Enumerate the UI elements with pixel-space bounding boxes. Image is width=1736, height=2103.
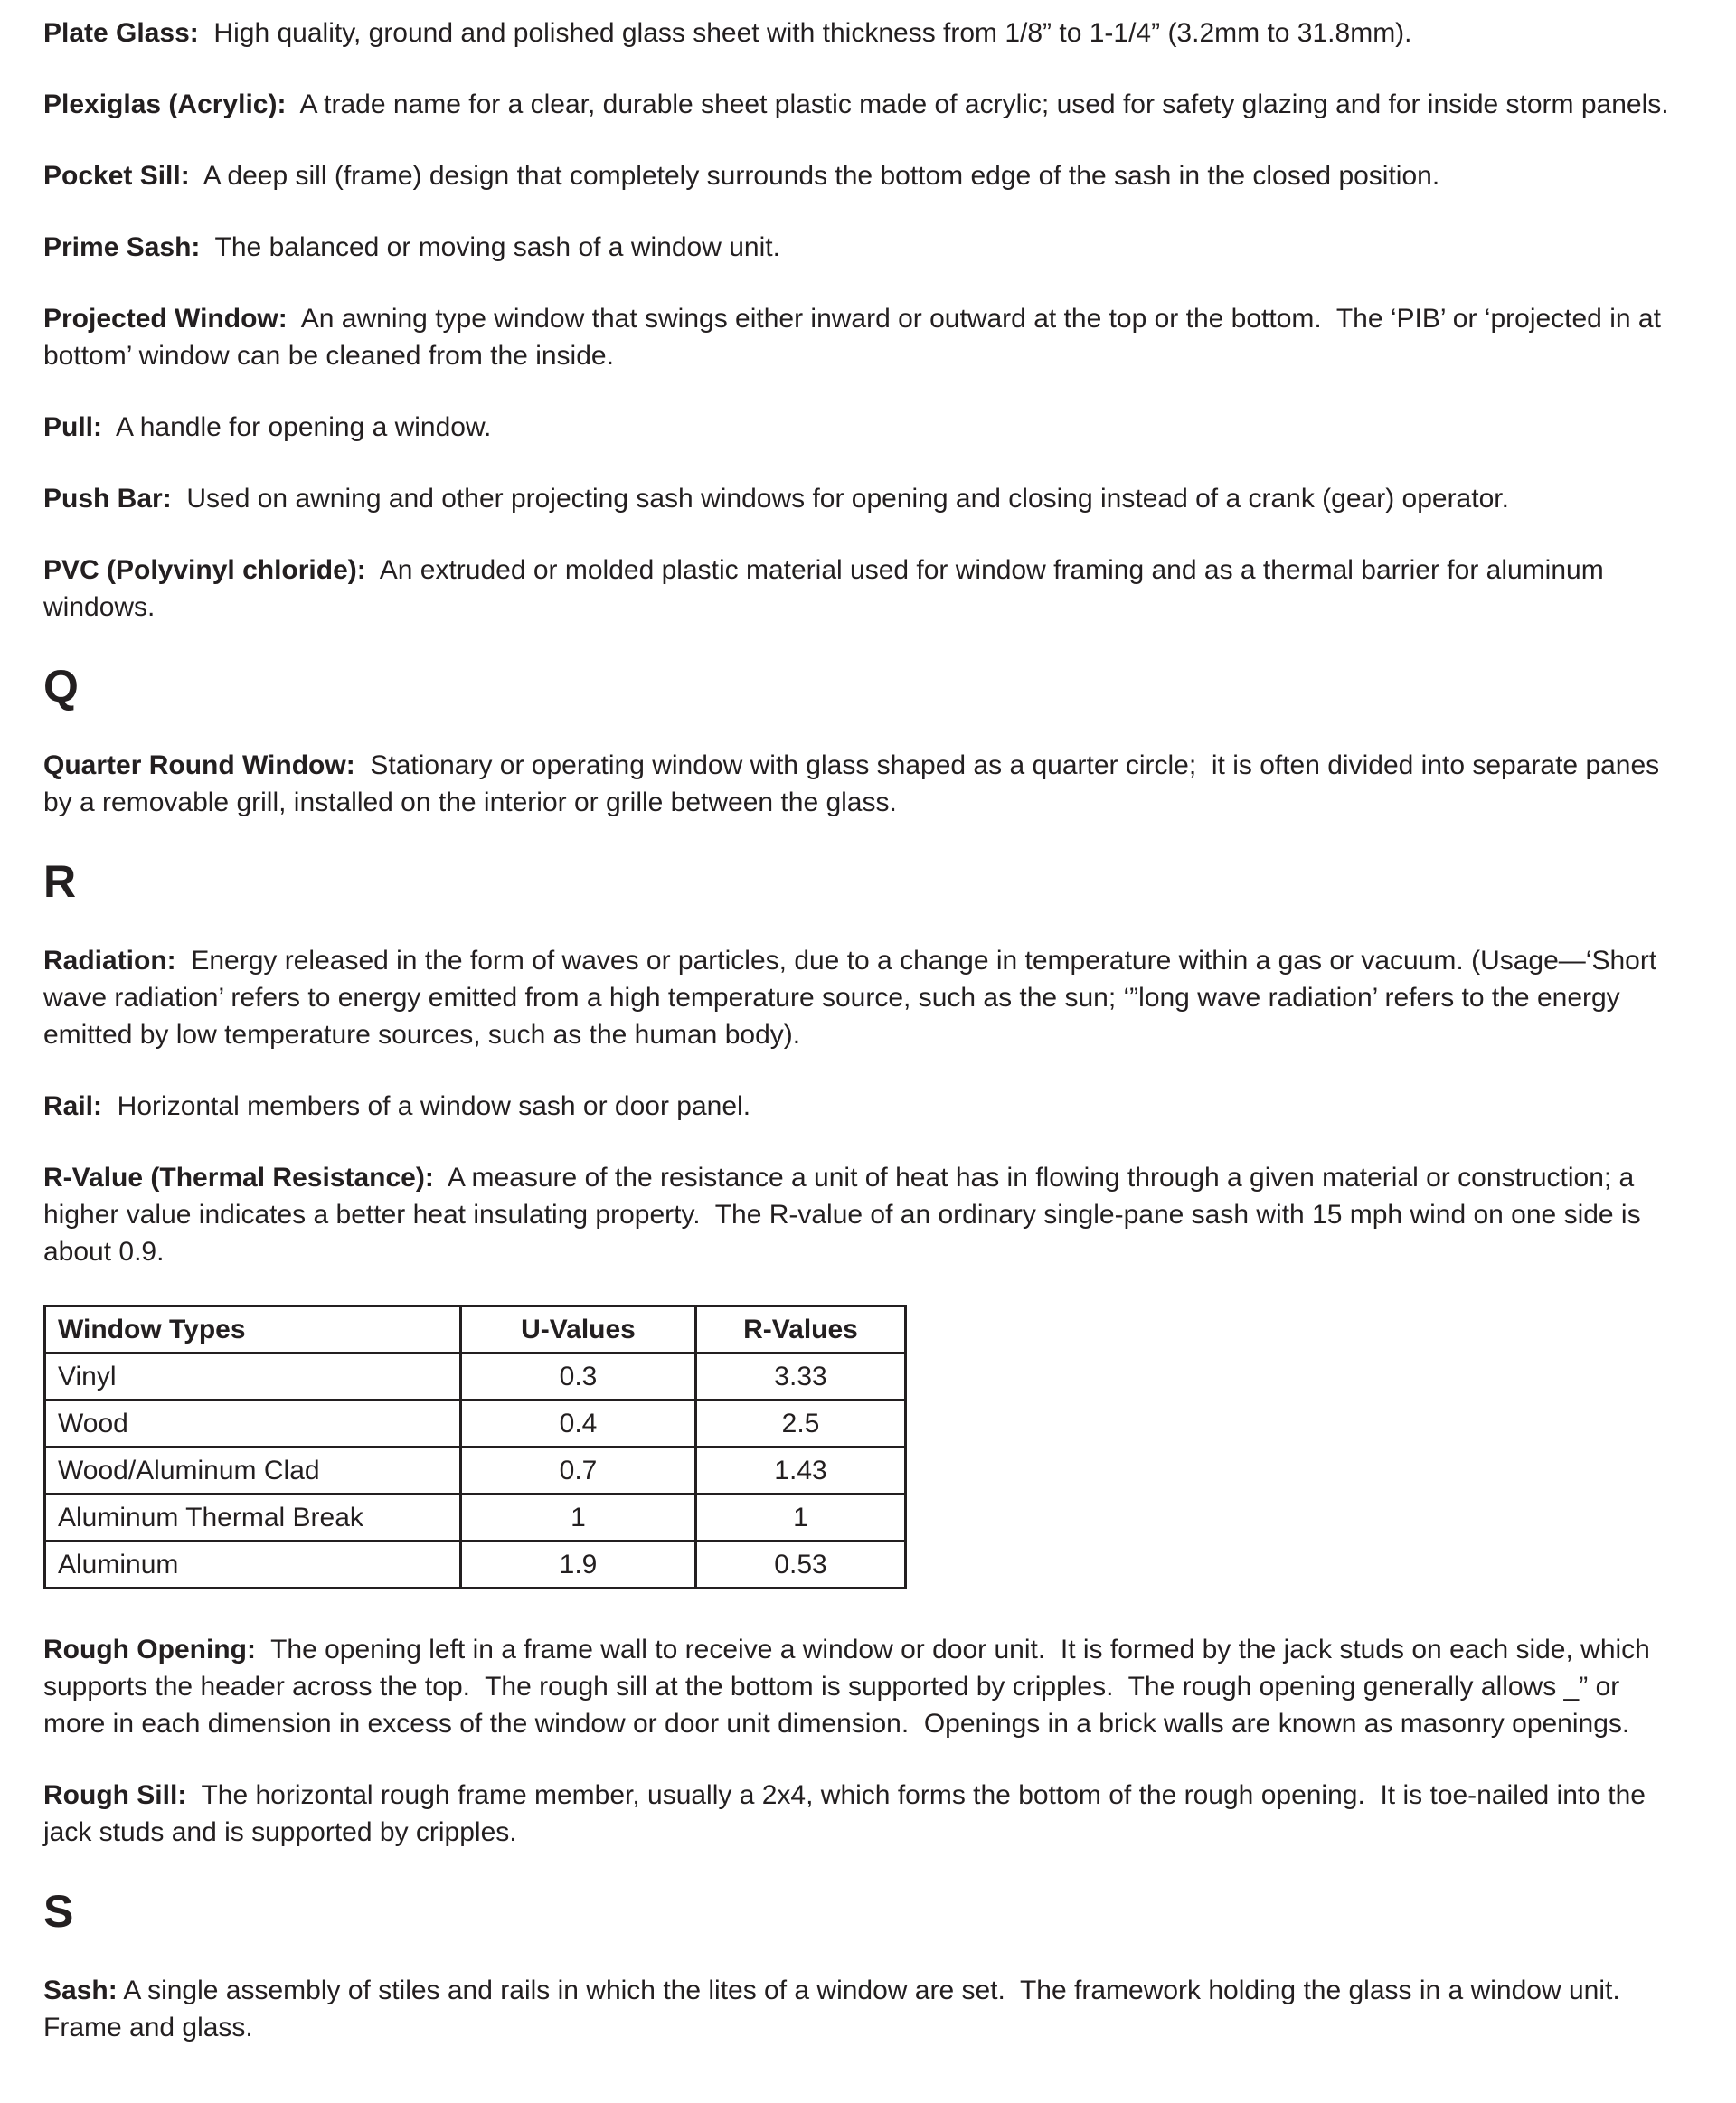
cell-r-value: 2.5 xyxy=(696,1400,906,1448)
term-definition: A measure of the resistance a unit of heat has in flowing through a given material or construction; a higher value indicates a better heat insulating property. The R-value of an ordinary single-pane sash with 15 mph wind on one side is about 0.9. xyxy=(43,1163,1648,1267)
table-row-aluminum xyxy=(45,1542,906,1589)
term-definition: A trade name for a clear, durable sheet plastic made of acrylic; used for safety glazing and for inside storm panels. xyxy=(286,90,1669,119)
header-window-types: Window Types xyxy=(45,1306,461,1353)
glossary-entry-rail xyxy=(43,1088,1680,1125)
term-label: Plate Glass: xyxy=(43,18,199,48)
cell-r-value: 3.33 xyxy=(696,1353,906,1400)
term-label: Pocket Sill: xyxy=(43,161,190,191)
cell-window-type: Wood/Aluminum Clad xyxy=(45,1448,461,1495)
term-label: Push Bar: xyxy=(43,484,172,514)
term-label: Rough Sill: xyxy=(43,1780,187,1810)
glossary-entry-rough-opening xyxy=(43,1631,1680,1742)
glossary-entry-plexiglas xyxy=(43,86,1680,123)
term-label: Quarter Round Window: xyxy=(43,750,355,780)
glossary-entry-projected-window xyxy=(43,300,1680,374)
term-label: Sash: xyxy=(43,1976,118,2005)
section-heading-s: S xyxy=(43,1886,74,1937)
term-label: R-Value (Thermal Resistance): xyxy=(43,1163,434,1193)
term-definition: An extruded or molded plastic material used for window framing and as a thermal barrier for aluminum windows. xyxy=(43,555,1612,622)
cell-u-value: 1 xyxy=(461,1495,696,1542)
glossary-entry-plate-glass xyxy=(43,14,1680,52)
glossary-entry-push-bar xyxy=(43,480,1680,517)
cell-window-type: Vinyl xyxy=(45,1353,461,1400)
table-body xyxy=(45,1353,906,1589)
glossary-entry-radiation xyxy=(43,942,1680,1053)
glossary-entry-prime-sash xyxy=(43,229,1680,266)
window-u-r-values-table xyxy=(43,1305,907,1589)
table-header-row xyxy=(45,1306,906,1353)
cell-u-value: 0.7 xyxy=(461,1448,696,1495)
glossary-entry-quarter-round-window xyxy=(43,747,1680,821)
term-label: Rail: xyxy=(43,1091,103,1121)
glossary-entry-pocket-sill xyxy=(43,157,1680,194)
table-header xyxy=(45,1306,906,1353)
cell-window-type: Aluminum xyxy=(45,1542,461,1589)
table-row-wood xyxy=(45,1400,906,1448)
table-row-wood-aluminum-clad xyxy=(45,1448,906,1495)
term-definition: A single assembly of stiles and rails in which the lites of a window are set. The framework holding the glass in a window unit. Frame and glass. xyxy=(43,1976,1636,2042)
term-definition: Horizontal members of a window sash or door panel. xyxy=(102,1091,751,1121)
cell-r-value: 0.53 xyxy=(696,1542,906,1589)
term-definition: Used on awning and other projecting sash windows for opening and closing instead of a crank (gear) operator. xyxy=(171,484,1509,514)
cell-u-value: 0.4 xyxy=(461,1400,696,1448)
table-row-vinyl xyxy=(45,1353,906,1400)
header-u-values: U-Values xyxy=(461,1306,696,1353)
glossary-entry-pvc xyxy=(43,552,1680,626)
glossary-entry-sash xyxy=(43,1972,1680,2046)
term-label: Projected Window: xyxy=(43,304,288,334)
term-label: Prime Sash: xyxy=(43,232,201,262)
term-definition: Stationary or operating window with glass shaped as a quarter circle; it is often divided into separate panes by a removable grill, installed on the interior or grille between the glass. xyxy=(43,750,1667,817)
term-definition: An awning type window that swings either inward or outward at the top or the bottom. The ‘PIB’ or ‘projected in at bottom’ window can be cleaned from the inside. xyxy=(43,304,1669,371)
term-label: Plexiglas (Acrylic): xyxy=(43,90,287,119)
glossary-entry-r-value xyxy=(43,1159,1680,1270)
section-heading-q: Q xyxy=(43,661,79,712)
cell-window-type: Wood xyxy=(45,1400,461,1448)
glossary-entry-pull xyxy=(43,409,1680,446)
header-r-values: R-Values xyxy=(696,1306,906,1353)
cell-u-value: 0.3 xyxy=(461,1353,696,1400)
term-label: Radiation: xyxy=(43,946,176,976)
term-definition: The balanced or moving sash of a window unit. xyxy=(200,232,780,262)
cell-r-value: 1 xyxy=(696,1495,906,1542)
term-label: Pull: xyxy=(43,412,102,442)
term-definition: Energy released in the form of waves or particles, due to a change in temperature within a gas or vacuum. (Usage—‘Short wave radiation’ refers to energy emitted from a high temperature source, such as the sun; ‘”long wave radiation’ refers to the energy emitted by low temperature sources, such as the human body). xyxy=(43,946,1665,1050)
section-heading-r: R xyxy=(43,856,77,907)
term-definition: The opening left in a frame wall to receive a window or door unit. It is formed by the jack studs on each side, which supports the header across the top. The rough sill at the bottom is supported by cripples. The rough opening generally allows _” or more in each dimension in excess of the window or door unit dimension. Openings in a brick walls are known as masonry openings. xyxy=(43,1635,1658,1739)
term-definition: High quality, ground and polished glass sheet with thickness from 1/8” to 1-1/4” (3.2mm to 31.8mm). xyxy=(198,18,1412,48)
term-definition: A handle for opening a window. xyxy=(102,412,492,442)
cell-window-type: Aluminum Thermal Break xyxy=(45,1495,461,1542)
term-definition: A deep sill (frame) design that completely surrounds the bottom edge of the sash in the closed position. xyxy=(189,161,1440,191)
term-label: Rough Opening: xyxy=(43,1635,256,1664)
table-row-aluminum-thermal-break xyxy=(45,1495,906,1542)
cell-u-value: 1.9 xyxy=(461,1542,696,1589)
glossary-entry-rough-sill xyxy=(43,1777,1680,1851)
cell-r-value: 1.43 xyxy=(696,1448,906,1495)
term-label: PVC (Polyvinyl chloride): xyxy=(43,555,366,585)
term-definition: The horizontal rough frame member, usually a 2x4, which forms the bottom of the rough opening. It is toe-nailed into the jack studs and is supported by cripples. xyxy=(43,1780,1654,1847)
